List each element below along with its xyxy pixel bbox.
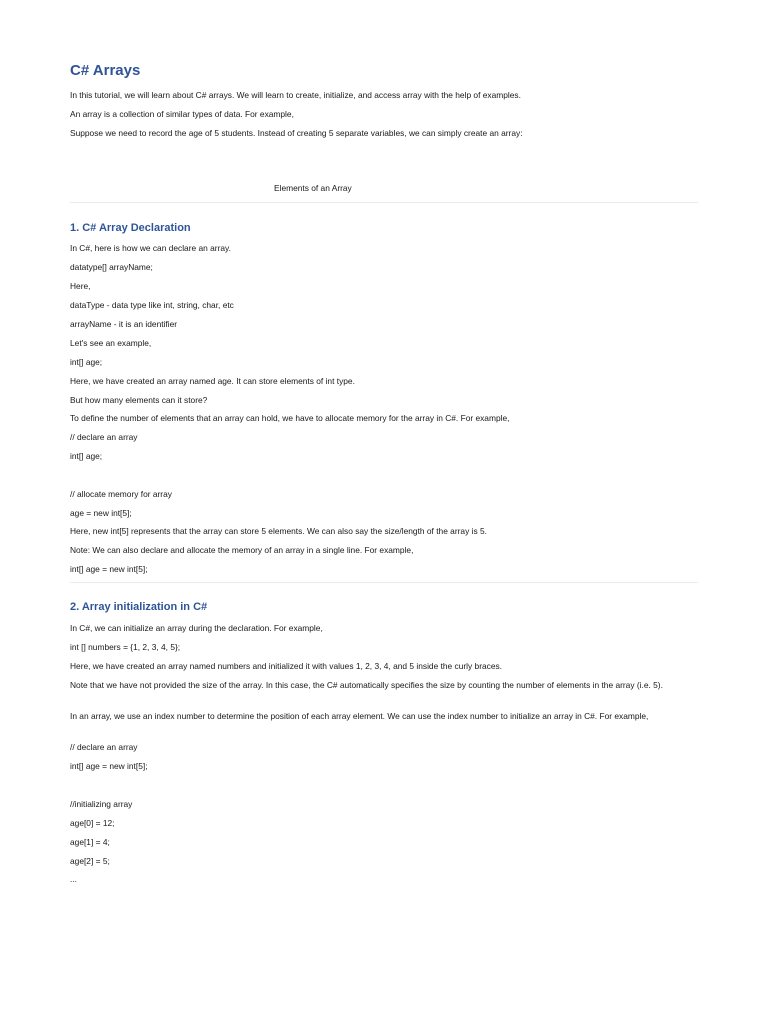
section-2-line: In C#, we can initialize an array during the declaration. For example, [70, 623, 323, 633]
figure-caption: Elements of an Array [274, 183, 352, 193]
code-line: int[] age; [70, 357, 103, 367]
section-1-line: arrayName - it is an identifier [70, 319, 178, 329]
code-line: int[] age; [70, 451, 103, 461]
code-line: //initializing array [70, 799, 133, 809]
section-1-line: In C#, here is how we can declare an array. [70, 243, 231, 253]
section-1-line: Let's see an example, [70, 338, 152, 348]
code-line: // declare an array [70, 742, 138, 752]
section-2-heading: 2. Array initialization in C# [70, 601, 208, 613]
code-line: int[] age = new int[5]; [70, 761, 148, 771]
intro-paragraph-1: In this tutorial, we will learn about C# arrays. We will learn to create, initialize, and access array with the help of examples. [70, 90, 521, 100]
code-line: int[] age = new int[5]; [70, 564, 148, 574]
intro-paragraph-3: Suppose we need to record the age of 5 students. Instead of creating 5 separate variables, we can simply create an array: [70, 128, 523, 138]
ellipsis-line: ... [70, 874, 77, 884]
code-line: age[2] = 5; [70, 856, 110, 866]
section-2-line: In an array, we use an index number to determine the position of each array element. We can use the index number to initialize an array in C#. For example, [70, 711, 649, 721]
section-divider [70, 202, 698, 203]
section-1-line: Here, we have created an array named age. It can store elements of int type. [70, 376, 355, 386]
section-1-line: Here, new int[5] represents that the array can store 5 elements. We can also say the size/length of the array is 5. [70, 526, 487, 536]
section-divider [70, 582, 698, 583]
section-2-line: Here, we have created an array named numbers and initialized it with values 1, 2, 3, 4, and 5 inside the curly braces. [70, 661, 503, 671]
section-1-line: Note: We can also declare and allocate the memory of an array in a single line. For example, [70, 545, 414, 555]
section-1-line: Here, [70, 281, 91, 291]
page-title: C# Arrays [70, 62, 141, 79]
code-line: age[0] = 12; [70, 818, 115, 828]
section-1-line: dataType - data type like int, string, char, etc [70, 300, 234, 310]
section-1-heading: 1. C# Array Declaration [70, 222, 191, 234]
code-line: int [] numbers = {1, 2, 3, 4, 5}; [70, 642, 181, 652]
code-line: age = new int[5]; [70, 508, 132, 518]
section-2-line: Note that we have not provided the size of the array. In this case, the C# automatically specifies the size by counting the number of elements in the array (i.e. 5). [70, 680, 663, 690]
code-line: // allocate memory for array [70, 489, 172, 499]
section-1-line: But how many elements can it store? [70, 395, 208, 405]
code-line: age[1] = 4; [70, 837, 110, 847]
code-line: // declare an array [70, 432, 138, 442]
intro-paragraph-2: An array is a collection of similar types of data. For example, [70, 109, 294, 119]
section-1-line: To define the number of elements that an array can hold, we have to allocate memory for the array in C#. For example, [70, 413, 510, 423]
code-line: datatype[] arrayName; [70, 262, 153, 272]
